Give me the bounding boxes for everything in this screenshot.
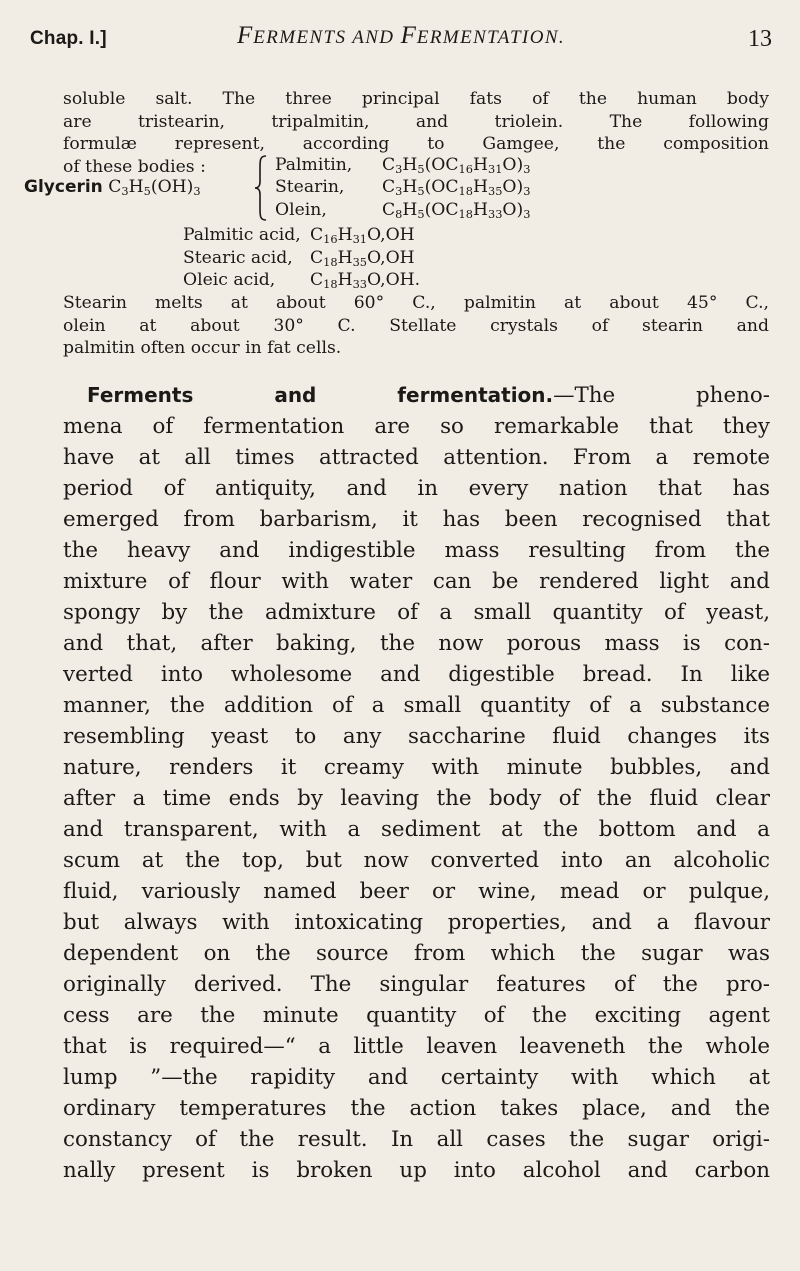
body-line: mixture of flour with water can be rendered light and bbox=[63, 569, 770, 594]
body-line: nally present is broken up into alcohol and carbon bbox=[63, 1158, 770, 1183]
title-rest-2: ERMENTATION. bbox=[416, 27, 566, 48]
body-line: dependent on the source from which the sugar was bbox=[63, 941, 770, 966]
body-line: fluid, variously named beer or wine, mead or pulque, bbox=[63, 879, 770, 904]
intro-line: formulæ represent, according to Gamgee, the composition bbox=[63, 134, 769, 155]
body-line: scum at the top, but now converted into an alcoholic bbox=[63, 848, 770, 873]
first-line-rest: —The pheno- bbox=[553, 383, 770, 408]
body-line: mena of fermentation are so remarkable that they bbox=[63, 414, 770, 439]
intro-line: are tristearin, tripalmitin, and triolein. The following bbox=[63, 111, 769, 132]
body-line: resembling yeast to any saccharine fluid changes its bbox=[63, 724, 770, 749]
title-initial-1: F bbox=[236, 22, 254, 49]
acid-row-stearic: Stearic acid, $C_{18}H_{35}O,OH$ bbox=[183, 247, 415, 269]
fatty-acid-list bbox=[183, 224, 420, 292]
body-line: the heavy and indigestible mass resulting from the bbox=[63, 538, 770, 563]
fat-row-stearin: Stearin, $C_3H_5(OC_{18}H_{35}O)_3$ bbox=[275, 177, 531, 199]
fat-row-palmitin: Palmitin, $C_3H_5(OC_{16}H_{31}O)_3$ bbox=[275, 155, 531, 176]
body-line: that is required—“ a little leaven leaveneth the whole bbox=[63, 1034, 770, 1059]
running-header bbox=[30, 22, 772, 56]
running-title bbox=[30, 22, 772, 50]
body-line: ordinary temperatures the action takes place, and the bbox=[63, 1096, 770, 1121]
intro-line: of these bodies : bbox=[63, 156, 206, 177]
body-line: have at all times attracted attention. From a remote bbox=[63, 445, 770, 470]
page-number: 13 bbox=[748, 26, 772, 52]
glycerin-formula bbox=[24, 176, 201, 198]
body-line: emerged from barbarism, it has been recognised that bbox=[63, 507, 770, 532]
glycerin-label: Glycerin bbox=[24, 177, 103, 197]
body-line: originally derived. The singular features of the pro- bbox=[63, 972, 770, 997]
body-line: manner, the addition of a small quantity of a substance bbox=[63, 693, 770, 718]
body-line: lump ”—the rapidity and certainty with which at bbox=[63, 1065, 770, 1090]
body-line: and that, after baking, the now porous mass is con- bbox=[63, 631, 770, 656]
glycerin-chem: $C_3H_5(OH)_3$ bbox=[108, 177, 201, 198]
acid-row-palmitic: Palmitic acid, $C_{16}H_{31}O,OH$ bbox=[183, 225, 415, 246]
body-line: but always with intoxicating properties, and a flavour bbox=[63, 910, 770, 935]
body-line: constancy of the result. In all cases the sugar origi- bbox=[63, 1127, 770, 1152]
acid-row-oleic: Oleic acid, $C_{18}H_{33}O,OH$. bbox=[183, 270, 421, 292]
body-line: period of antiquity, and in every nation that has bbox=[63, 476, 770, 501]
section-heading: Ferments and fermentation. bbox=[87, 383, 554, 407]
body-line: verted into wholesome and digestible bread. In like bbox=[63, 662, 770, 687]
melting-paragraph bbox=[63, 292, 769, 360]
melting-line: olein at about 30° C. Stellate crystals of stearin and bbox=[63, 315, 769, 336]
body-line: spongy by the admixture of a small quantity of yeast, bbox=[63, 600, 770, 625]
paragraph-first-line bbox=[63, 380, 770, 411]
fermentation-paragraph bbox=[63, 380, 770, 1186]
body-line: and transparent, with a sediment at the bottom and a bbox=[63, 817, 770, 842]
body-line: after a time ends by leaving the body of the fluid clear bbox=[63, 786, 770, 811]
brace-icon bbox=[254, 154, 268, 222]
fat-row-olein: Olein, $C_8H_5(OC_{18}H_{33}O)_3$ bbox=[275, 199, 531, 221]
title-rest-1: ERMENTS AND bbox=[253, 27, 401, 48]
body-line: cess are the minute quantity of the exciting agent bbox=[63, 1003, 770, 1028]
title-initial-2: F bbox=[400, 22, 417, 49]
intro-line: soluble salt. The three principal fats of the human body bbox=[63, 89, 769, 109]
chapter-label: Chap. I.] bbox=[30, 28, 107, 49]
body-line: nature, renders it creamy with minute bubbles, and bbox=[63, 755, 770, 780]
melting-line: palmitin often occur in fat cells. bbox=[63, 338, 342, 359]
melting-line: Stearin melts at about 60° C., palmitin at about 45° C., bbox=[63, 293, 769, 313]
